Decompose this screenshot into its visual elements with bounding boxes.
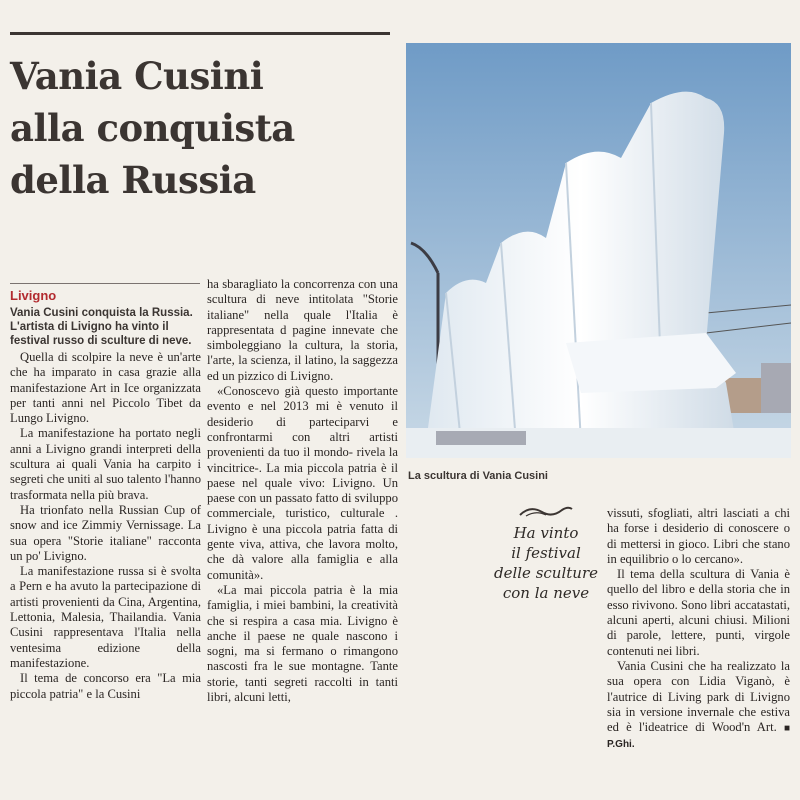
paragraph bbox=[607, 659, 790, 753]
article-column-2 bbox=[207, 277, 398, 705]
paragraph: Quella di scolpire la neve è un'arte che ha imparato in casa grazie alla manifestazione Art in Ice organizzata per tanti anni nel Piccolo Tibet da Lungo Livigno. bbox=[10, 350, 201, 426]
flourish-icon bbox=[516, 505, 576, 519]
paragraph: Il tema de concorso era "La mia piccola patria" e la Cusini bbox=[10, 671, 201, 701]
headline bbox=[10, 50, 400, 206]
paragraph: La manifestazione russa si è svolta a Pern e ha avuto la partecipazione di artisti provenienti da Cina, Argentina, Lettonia, Malesia, Thailandia. Vania Cusini rappresentava l'Italia nella ventesima edizione della manifestazione. bbox=[10, 564, 201, 670]
paragraph: vissuti, sfogliati, altri lasciati a chi ha forse i desiderio di conoscere o di mettersi in gioco. Libri che stano in equilibrio o lo cercano». bbox=[607, 506, 790, 566]
kicker: Livigno bbox=[10, 288, 57, 303]
paragraph: Ha trionfato nella Russian Cup of snow and ice Zimmiy Vernissage. La sua opera "Storie italiane" racconta un po' Livigno. bbox=[10, 502, 201, 563]
headline-line: della Russia bbox=[10, 158, 256, 202]
paragraph-text: Vania Cusini che ha realizzato la sua opera con Lidia Viganò, è l'autrice di Living park di Livigno sia in versione invernale che estiva ed è l'ideatrice di Wood'n Art. bbox=[607, 658, 790, 735]
pull-quote-line: con la neve bbox=[502, 584, 590, 602]
article-column-3 bbox=[607, 506, 790, 753]
article-column-1 bbox=[10, 350, 201, 702]
snow-sculpture-image bbox=[406, 43, 791, 458]
pull-quote bbox=[492, 505, 600, 603]
headline-line: Vania Cusini bbox=[10, 54, 264, 98]
pull-quote-line: delle sculture bbox=[493, 564, 598, 582]
lead-paragraph: Vania Cusini conquista la Russia. L'artista di Livigno ha vinto il festival russo di sculture di neve. bbox=[10, 307, 193, 347]
column-rule bbox=[10, 283, 200, 284]
paragraph: Il tema della scultura di Vania è quello del libro e della storia che in esso rivivono. Sono libri accatastati, alcuni aperti, alcuni chiusi. Milioni di parole, lettere, punti, virgole contenuti nei libri. bbox=[607, 567, 790, 658]
paragraph: La manifestazione ha portato negli anni a Livigno grandi interpreti della scultura ai quali Vania ha carpito i segreti che uniti al suo talento l'hanno trasformata nella più brava. bbox=[10, 426, 201, 502]
headline-line: alla conquista bbox=[10, 106, 295, 150]
paragraph: ha sbaragliato la concorrenza con una scultura di neve intitolata "Storie italiane" nella quale l'Italia è rappresentata d pagine innevate che simboleggiano la cultura, la storia, l'arte, la scienza, il latino, la saggezza ed un pizzico di Livigno. bbox=[207, 277, 398, 383]
top-rule bbox=[10, 32, 390, 35]
paragraph: «La mai piccola patria è la mia famiglia, i miei bambini, la creatività che si respira a casa mia. Livigno è anche il paese ne quale nascono i sogni, ma si fermano o rimangono nascosti fra le sue montagne. Tante storie, tanti segreti raccolti in tanti libri, alcuni letti, bbox=[207, 582, 398, 705]
sculpture-photo bbox=[406, 43, 791, 458]
byline: ■ P.Ghi. bbox=[607, 723, 790, 751]
paragraph: «Conoscevo già questo importante evento e nel 2013 mi è venuto il desiderio di parteciparvi e confrontarmi con altri artisti provenienti da tuo il mondo- rivela la vincitrice-. La mia piccola patria è il paese nel quale vivo: Livigno. Un paese con un passato fatto di sviluppo commerciale, turistico, culturale . Livigno è una piccola patria fatta di gente viva, attiva, che lavora molto, che dà valore alla famiglia e alla comunità». bbox=[207, 384, 398, 582]
pull-quote-line: il festival bbox=[511, 544, 581, 562]
pull-quote-line: Ha vinto bbox=[513, 524, 579, 542]
photo-caption: La scultura di Vania Cusini bbox=[408, 470, 548, 482]
